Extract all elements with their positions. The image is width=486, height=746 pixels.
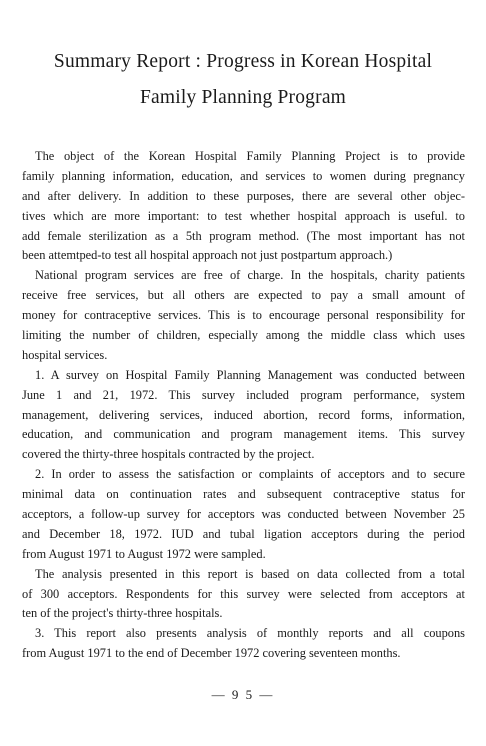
body-text-line: acceptors, a follow-up survey for acceptors was conducted between November 25 (22, 507, 465, 522)
body-text-line: covered the thirty-three hospitals contracted by the project. (22, 447, 315, 462)
body-text-line: minimal data on continuation rates and subsequent contraceptive status for (22, 487, 465, 502)
body-text-line: ten of the project's thirty-three hospitals. (22, 606, 223, 621)
body-text-line: hospital services. (22, 347, 108, 362)
body-text-line: management, delivering services, induced abortion, record forms, information, (22, 407, 465, 422)
body-text-line: family planning information, education, and services to women during pregnancy (22, 168, 465, 183)
body-text-line: and December 18, 1972. IUD and tubal ligation acceptors during the period (22, 526, 465, 541)
body-text-line: tives which are more important: to test whether hospital approach is useful. to (22, 208, 465, 223)
body-text-line: The analysis presented in this report is based on data collected from a total (35, 566, 465, 581)
body-text-line: June 1 and 21, 1972. This survey included program performance, system (22, 387, 465, 402)
body-text-line: receive free services, but all others are expected to pay a small amount of (22, 288, 465, 303)
body-text-line: money for contraceptive services. This is to encourage personal responsibility for (22, 308, 465, 323)
report-title-line-1: Summary Report : Progress in Korean Hospital (53, 51, 433, 72)
report-title-line-2: Family Planning Program (139, 87, 347, 108)
body-text-line: and after delivery. In addition to these purposes, there are several other objec- (22, 188, 465, 203)
page-number: — 9 5 — (211, 687, 275, 702)
body-text-line: 2. In order to assess the satisfaction or complaints of acceptors and to secure (35, 467, 465, 482)
body-text-line: been attemtped-to test all hospital approach not just postpartum approach.) (22, 248, 393, 263)
body-text-line: The object of the Korean Hospital Family Planning Project is to provide (35, 149, 465, 163)
body-text-line: National program services are free of charge. In the hospitals, charity patients (35, 268, 465, 283)
body-text-line: 1. A survey on Hospital Family Planning Management was conducted between (35, 367, 465, 382)
report-body (22, 147, 465, 664)
body-text-line: add female sterilization as a 5th program method. (The most important has not (22, 228, 465, 243)
body-text-line: education, and communication and program management items. This survey (22, 427, 465, 442)
body-text-line: of 300 acceptors. Respondents for this survey were selected from acceptors at (22, 586, 465, 601)
body-text-line: 3. This report also presents analysis of monthly reports and all coupons (35, 626, 465, 641)
body-text-line: from August 1971 to the end of December 1972 covering seventeen months. (22, 646, 401, 661)
body-text-line: from August 1971 to August 1972 were sampled. (22, 546, 266, 561)
body-text-line: limiting the number of children, especially among the middle class which uses (22, 328, 465, 343)
